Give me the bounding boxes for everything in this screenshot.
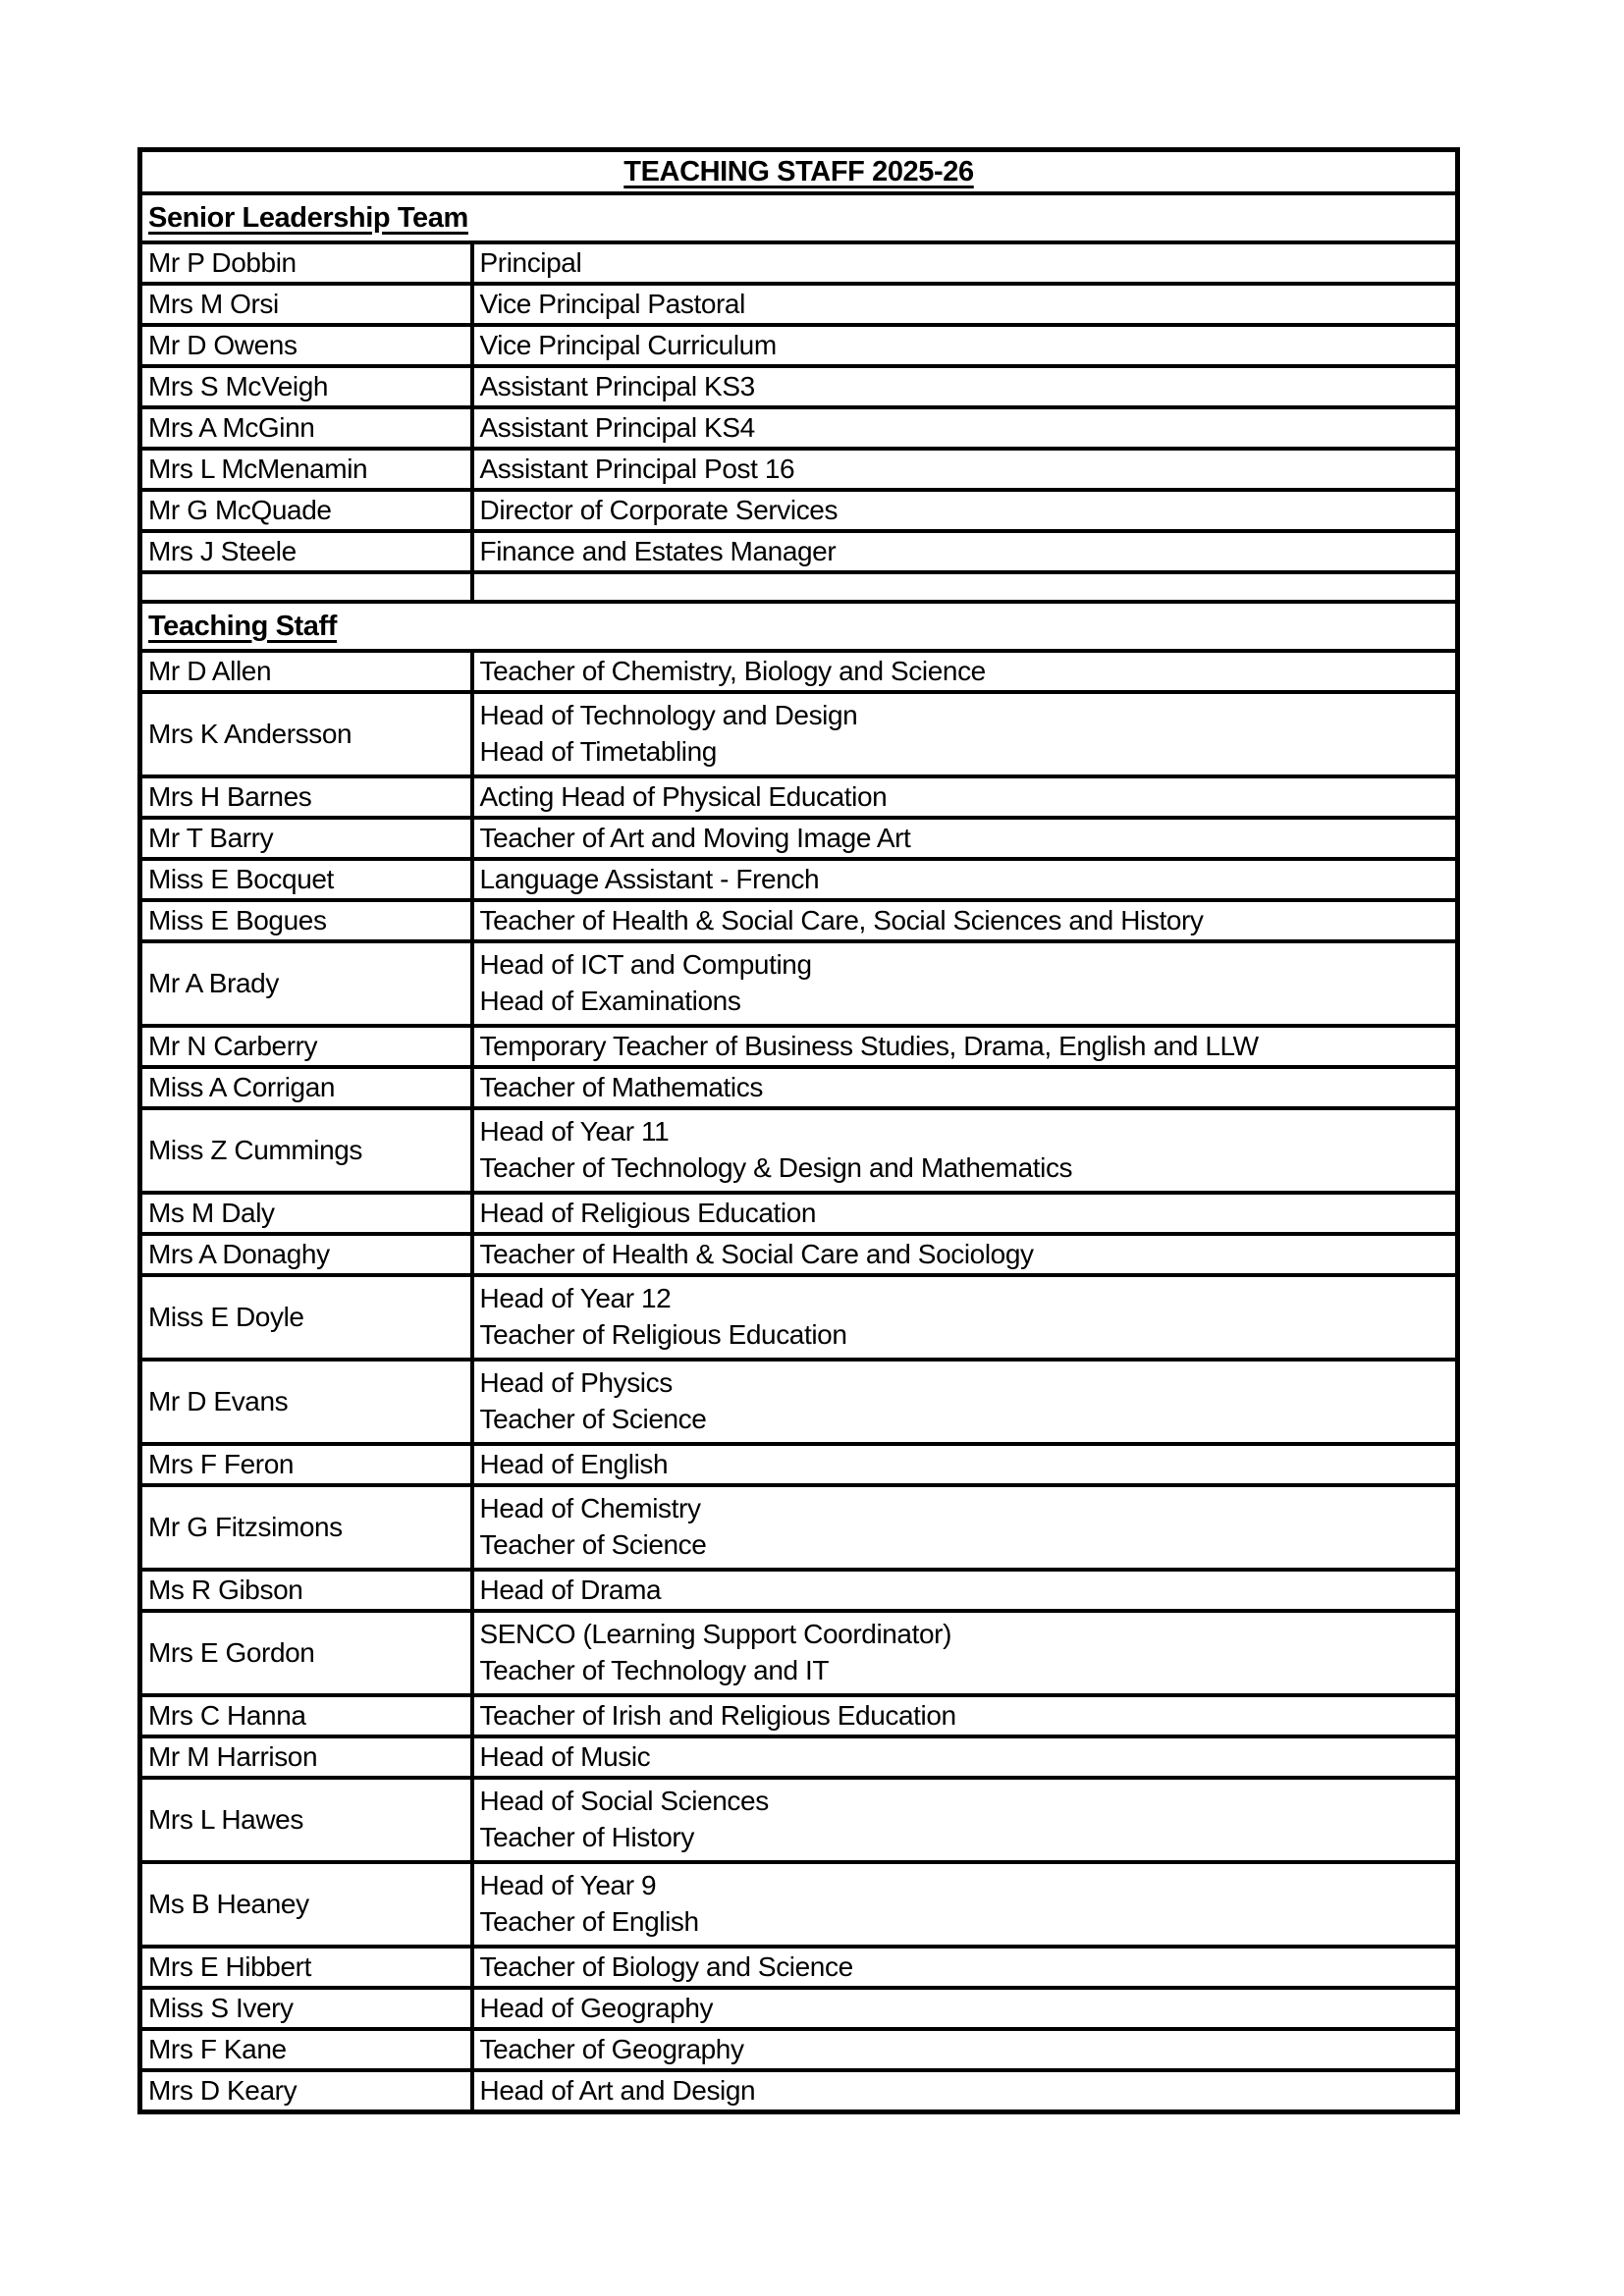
staff-roles (480, 248, 1450, 279)
empty-row (140, 572, 1458, 602)
staff-roles-cell (472, 900, 1458, 941)
role-line: Teacher of Chemistry, Biology and Science (479, 655, 986, 686)
staff-roles (480, 824, 1450, 854)
role-line: Head of Timetabling (479, 736, 717, 768)
staff-roles-cell (472, 1947, 1458, 1988)
staff-roles-cell (472, 1485, 1458, 1570)
staff-roles (480, 1362, 1450, 1442)
staff-name-cell: Mr A Brady (140, 941, 472, 1026)
staff-name-cell: Mrs F Kane (140, 2029, 472, 2070)
staff-roles (480, 1952, 1450, 1983)
staff-name-cell: Mr D Allen (140, 651, 472, 692)
role-line: Teacher of Geography (479, 2033, 744, 2064)
staff-roles (480, 372, 1450, 402)
staff-row (140, 407, 1458, 449)
role-line: Teacher of Health & Social Care and Sociology (479, 1238, 1034, 1269)
role-line: Teacher of Technology & Design and Mathematics (479, 1152, 1073, 1184)
staff-row (140, 1570, 1458, 1611)
staff-roles-cell (472, 1570, 1458, 1611)
staff-roles-cell (472, 1193, 1458, 1234)
staff-row (140, 1862, 1458, 1947)
staff-row (140, 692, 1458, 776)
staff-roles-cell (472, 407, 1458, 449)
staff-roles (480, 1742, 1450, 1773)
staff-roles (480, 865, 1450, 895)
staff-row (140, 1695, 1458, 1736)
staff-name-cell: Mrs D Keary (140, 2070, 472, 2112)
staff-name-cell: Mrs A Donaghy (140, 1234, 472, 1275)
staff-roles-cell (472, 1695, 1458, 1736)
staff-roles (480, 1575, 1450, 1606)
section-heading: Teaching Staff (148, 610, 338, 642)
staff-roles-cell (472, 1611, 1458, 1695)
staff-row (140, 366, 1458, 407)
staff-name-cell: Mrs K Andersson (140, 692, 472, 776)
staff-roles (480, 1032, 1450, 1062)
teaching-staff-table (137, 147, 1460, 2114)
staff-row (140, 1611, 1458, 1695)
staff-roles-cell (472, 1108, 1458, 1193)
staff-row (140, 490, 1458, 531)
section-heading-row (140, 602, 1458, 651)
role-line: Head of ICT and Computing (479, 948, 812, 980)
staff-roles-cell (472, 1275, 1458, 1360)
staff-roles (480, 1994, 1450, 2024)
role-line: Head of Year 9 (479, 1869, 657, 1900)
role-line: Teacher of Science (479, 1529, 707, 1561)
staff-name-cell: Miss E Bogues (140, 900, 472, 941)
staff-name-cell: Mr D Owens (140, 325, 472, 366)
staff-roles-cell (472, 1026, 1458, 1067)
role-line: Assistant Principal KS3 (479, 370, 755, 401)
staff-row (140, 1988, 1458, 2029)
staff-roles-cell (472, 2070, 1458, 2112)
role-line: Acting Head of Physical Education (479, 780, 888, 812)
staff-roles-cell (472, 242, 1458, 284)
staff-name-cell: Mr G Fitzsimons (140, 1485, 472, 1570)
staff-roles-cell (472, 1778, 1458, 1862)
staff-roles-cell (472, 651, 1458, 692)
staff-name-cell: Mr T Barry (140, 818, 472, 859)
staff-row (140, 449, 1458, 490)
staff-roles-cell (472, 1988, 1458, 2029)
staff-row (140, 1275, 1458, 1360)
role-line: Head of Social Sciences (479, 1785, 769, 1816)
section-heading-cell (140, 602, 1458, 651)
staff-roles (480, 331, 1450, 361)
title-row (140, 150, 1458, 194)
staff-roles-cell (472, 449, 1458, 490)
staff-row (140, 1947, 1458, 1988)
staff-row (140, 651, 1458, 692)
staff-name-cell: Miss A Corrigan (140, 1067, 472, 1108)
staff-roles-cell (472, 692, 1458, 776)
role-line: Head of Drama (479, 1574, 662, 1605)
staff-row (140, 531, 1458, 572)
staff-name-cell: Mrs E Gordon (140, 1611, 472, 1695)
table-title: TEACHING STAFF 2025-26 (623, 155, 974, 187)
role-line: Head of Religious Education (479, 1197, 817, 1228)
role-line: Head of Year 11 (479, 1115, 670, 1147)
role-line: Head of Art and Design (479, 2074, 756, 2106)
staff-roles (480, 1277, 1450, 1358)
staff-name-cell: Mrs C Hanna (140, 1695, 472, 1736)
role-line: Head of Examinations (479, 986, 741, 1017)
staff-roles-cell (472, 1067, 1458, 1108)
staff-roles-cell (472, 2029, 1458, 2070)
staff-roles-cell (472, 325, 1458, 366)
staff-roles (480, 454, 1450, 485)
staff-roles (480, 657, 1450, 687)
staff-row (140, 900, 1458, 941)
role-line: Teacher of History (479, 1822, 694, 1853)
staff-row (140, 242, 1458, 284)
staff-roles (480, 906, 1450, 936)
section-heading-cell (140, 193, 1458, 242)
role-line: Temporary Teacher of Business Studies, Drama, English and LLW (479, 1030, 1259, 1061)
staff-roles-cell (472, 1360, 1458, 1444)
staff-name-cell: Mrs M Orsi (140, 284, 472, 325)
staff-name-cell: Miss Z Cummings (140, 1108, 472, 1193)
staff-name-cell: Mr P Dobbin (140, 242, 472, 284)
staff-roles-cell (472, 531, 1458, 572)
staff-row (140, 859, 1458, 900)
staff-roles (480, 1780, 1450, 1860)
role-line: SENCO (Learning Support Coordinator) (479, 1618, 952, 1649)
staff-roles (480, 496, 1450, 526)
role-line: Director of Corporate Services (479, 494, 839, 525)
staff-row (140, 818, 1458, 859)
staff-roles-cell (472, 818, 1458, 859)
staff-row (140, 1444, 1458, 1485)
staff-row (140, 1108, 1458, 1193)
role-line: Teacher of Art and Moving Image Art (479, 822, 911, 853)
staff-roles (480, 1110, 1450, 1191)
staff-name-cell: Mrs A McGinn (140, 407, 472, 449)
staff-name-cell: Mrs H Barnes (140, 776, 472, 818)
staff-row (140, 776, 1458, 818)
staff-roles (480, 290, 1450, 320)
staff-name-cell: Ms B Heaney (140, 1862, 472, 1947)
staff-roles (480, 537, 1450, 567)
table-title-section (140, 150, 1458, 194)
role-line: Head of Technology and Design (479, 699, 858, 730)
role-line: Head of Chemistry (479, 1492, 701, 1523)
role-line: Teacher of Mathematics (479, 1071, 763, 1102)
staff-roles (480, 2076, 1450, 2107)
staff-roles (480, 1073, 1450, 1103)
role-line: Assistant Principal Post 16 (479, 453, 795, 484)
role-line: Assistant Principal KS4 (479, 411, 755, 443)
staff-roles (480, 694, 1450, 774)
staff-name-cell: Mr D Evans (140, 1360, 472, 1444)
staff-roles-cell (472, 490, 1458, 531)
staff-name-cell: Mr N Carberry (140, 1026, 472, 1067)
staff-name-cell: Miss E Doyle (140, 1275, 472, 1360)
staff-name-cell: Ms M Daly (140, 1193, 472, 1234)
role-line: Head of Music (479, 1740, 651, 1772)
role-line: Finance and Estates Manager (479, 535, 837, 566)
staff-roles-cell (472, 1234, 1458, 1275)
staff-name-cell: Mr G McQuade (140, 490, 472, 531)
staff-name-cell: Mrs L Hawes (140, 1778, 472, 1862)
role-line: Teacher of Health & Social Care, Social Sciences and History (479, 904, 1204, 935)
table-body (140, 193, 1458, 2112)
role-line: Teacher of Irish and Religious Education (479, 1699, 956, 1731)
staff-row (140, 1485, 1458, 1570)
staff-roles (480, 1450, 1450, 1480)
staff-row (140, 1193, 1458, 1234)
staff-roles-cell (472, 1736, 1458, 1778)
role-line: Language Assistant - French (479, 863, 820, 894)
staff-name-cell: Miss E Bocquet (140, 859, 472, 900)
role-line: Teacher of Science (479, 1404, 707, 1435)
staff-name-cell: Mrs F Feron (140, 1444, 472, 1485)
role-line: Head of Geography (479, 1992, 714, 2023)
role-line: Teacher of English (479, 1906, 699, 1938)
role-line: Principal (479, 246, 582, 278)
staff-roles (480, 1240, 1450, 1270)
role-line: Head of English (479, 1448, 669, 1479)
role-line: Head of Year 12 (479, 1282, 672, 1313)
staff-roles-cell (472, 572, 1458, 602)
staff-row (140, 941, 1458, 1026)
role-line: Teacher of Religious Education (479, 1319, 847, 1351)
staff-roles-cell (472, 1862, 1458, 1947)
staff-name-cell: Mrs E Hibbert (140, 1947, 472, 1988)
role-line: Vice Principal Pastoral (479, 288, 745, 319)
staff-roles-cell (472, 1444, 1458, 1485)
staff-name-cell: Ms R Gibson (140, 1570, 472, 1611)
staff-roles-cell (472, 776, 1458, 818)
staff-row (140, 325, 1458, 366)
staff-roles (480, 943, 1450, 1024)
staff-roles (480, 2035, 1450, 2065)
staff-row (140, 1067, 1458, 1108)
role-line: Teacher of Biology and Science (479, 1950, 853, 1982)
staff-row (140, 2070, 1458, 2112)
role-line: Head of Physics (479, 1366, 673, 1398)
staff-row (140, 1736, 1458, 1778)
role-line: Vice Principal Curriculum (479, 329, 777, 360)
staff-roles (480, 1701, 1450, 1732)
staff-row (140, 284, 1458, 325)
staff-row (140, 1360, 1458, 1444)
staff-roles-cell (472, 859, 1458, 900)
staff-row (140, 1234, 1458, 1275)
staff-name-cell: Mrs L McMenamin (140, 449, 472, 490)
staff-row (140, 1026, 1458, 1067)
staff-roles-cell (472, 941, 1458, 1026)
table-title-cell (140, 150, 1458, 194)
staff-roles (480, 1864, 1450, 1945)
staff-row (140, 1778, 1458, 1862)
staff-name-cell: Mr M Harrison (140, 1736, 472, 1778)
staff-roles (480, 1613, 1450, 1693)
staff-roles-cell (472, 366, 1458, 407)
role-line: Teacher of Technology and IT (479, 1655, 830, 1686)
staff-roles (480, 1199, 1450, 1229)
section-heading: Senior Leadership Team (148, 201, 468, 234)
staff-roles (480, 1487, 1450, 1568)
staff-roles (480, 413, 1450, 444)
staff-name-cell: Mrs S McVeigh (140, 366, 472, 407)
staff-roles-cell (472, 284, 1458, 325)
section-heading-row (140, 193, 1458, 242)
staff-name-cell: Mrs J Steele (140, 531, 472, 572)
staff-roles (480, 782, 1450, 813)
staff-name-cell: Miss S Ivery (140, 1988, 472, 2029)
staff-name-cell (140, 572, 472, 602)
staff-row (140, 2029, 1458, 2070)
